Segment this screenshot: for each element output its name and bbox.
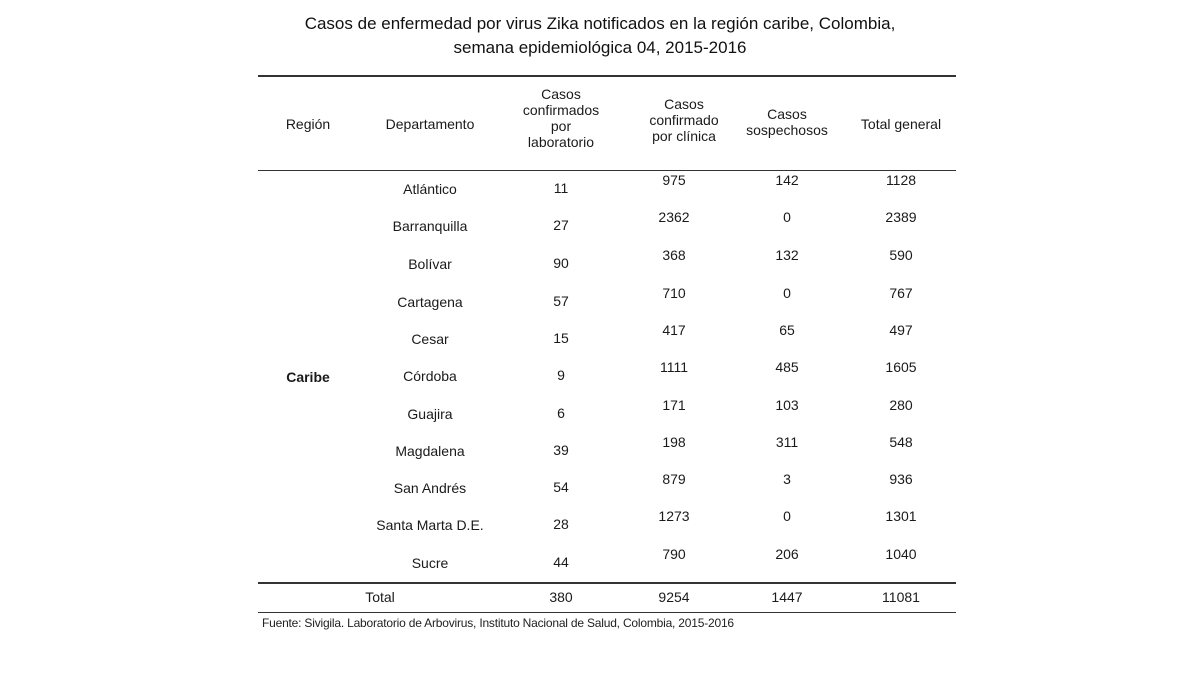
header-region: Región [285,116,331,132]
cell-total: 936 [889,471,913,487]
header-bottom-rule [258,170,956,171]
table-title [0,12,1200,60]
cell-sospechosos: 0 [783,508,791,524]
cell-lab: 11 [553,180,569,196]
cell-clinica: 417 [662,322,686,338]
totals-label: Total [365,589,395,605]
cell-sospechosos: 132 [775,247,799,263]
table-title-line-2: semana epidemiológica 04, 2015-2016 [453,38,747,57]
cell-sospechosos: 311 [775,434,799,450]
cell-total: 590 [889,247,913,263]
cell-clinica: 1273 [658,508,690,524]
cell-sospechosos: 65 [779,322,795,338]
cell-clinica: 975 [662,172,686,188]
cell-lab: 28 [553,516,569,532]
cell-clinica: 1111 [659,359,689,375]
cell-clinica: 171 [662,397,686,413]
cell-departamento: Guajira [407,406,453,422]
cell-clinica: 710 [662,285,686,301]
cell-lab: 39 [553,442,569,458]
header-casos-laboratorio-line: por [550,118,572,134]
cell-departamento: Magdalena [395,443,465,459]
table-top-rule [258,75,956,77]
cell-sospechosos: 3 [783,471,791,487]
cell-total: 767 [889,285,913,301]
cell-departamento: Bolívar [408,256,452,272]
cell-departamento: Cesar [411,331,449,347]
header-casos-laboratorio [502,86,620,150]
cell-lab: 15 [553,330,569,346]
table-title-line-1: Casos de enfermedad por virus Zika notificados en la región caribe, Colombia, [304,14,896,33]
header-casos-sospechosos-line: Casos [767,106,807,122]
header-casos-clinica [624,96,744,144]
table-row [0,285,1200,323]
cell-sospechosos: 485 [775,359,799,375]
header-casos-laboratorio-line: confirmados [522,102,600,118]
cell-clinica: 879 [662,471,686,487]
cell-total: 1605 [885,359,917,375]
header-casos-sospechosos-line: sospechosos [746,122,828,138]
cell-total: 2389 [885,209,917,225]
table-row [0,397,1200,435]
table-row [0,434,1200,472]
cell-total: 1040 [885,546,917,562]
cell-sospechosos: 103 [775,397,799,413]
cell-departamento: San Andrés [393,480,467,496]
header-casos-laboratorio-line: Casos [541,86,581,102]
cell-sospechosos: 142 [775,172,799,188]
header-casos-laboratorio-line: laboratorio [527,134,595,150]
cell-total: 1301 [885,508,917,524]
cell-clinica: 2362 [658,209,690,225]
table-row [0,471,1200,509]
region-caribe: Caribe [286,369,330,385]
header-departamento: Departamento [385,116,475,132]
cell-total: 1128 [885,172,917,188]
cell-departamento: Atlántico [403,181,457,197]
cell-departamento: Barranquilla [392,218,468,234]
table-row [0,359,1200,397]
cell-departamento: Córdoba [403,368,457,384]
cell-sospechosos: 0 [783,285,791,301]
cell-departamento: Cartagena [397,294,463,310]
table-row [0,322,1200,360]
cell-departamento: Santa Marta D.E. [376,517,484,533]
totals-sospechosos: 1447 [771,589,803,605]
cell-total: 280 [889,397,913,413]
cell-lab: 90 [553,255,569,271]
totals-lab: 380 [549,589,573,605]
header-casos-clinica-line: por clínica [652,128,716,144]
header-casos-clinica-line: Casos [664,96,704,112]
cell-lab: 54 [553,479,569,495]
cell-sospechosos: 0 [783,209,791,225]
cell-clinica: 368 [662,247,686,263]
header-casos-sospechosos [728,106,846,138]
cell-departamento: Sucre [411,555,449,571]
cell-clinica: 198 [662,434,686,450]
header-total-general: Total general [860,116,942,132]
header-casos-clinica-line: confirmado [649,112,719,128]
table-row [0,172,1200,210]
table-row [0,209,1200,247]
totals-clinica: 9254 [658,589,690,605]
cell-lab: 6 [557,405,565,421]
table-row [0,508,1200,546]
totals-total-general: 11081 [882,589,920,605]
cell-lab: 27 [553,217,569,233]
table-row [0,247,1200,285]
cell-sospechosos: 206 [775,546,799,562]
source-note: Fuente: Sivigila. Laboratorio de Arbovirus, Instituto Nacional de Salud, Colombia, 2015-2016 [262,616,734,630]
cell-clinica: 790 [662,546,686,562]
table-row [0,546,1200,584]
table-bottom-rule [258,612,956,613]
cell-lab: 57 [553,293,569,309]
cell-lab: 9 [557,367,565,383]
cell-lab: 44 [553,554,569,570]
cell-total: 548 [889,434,913,450]
cell-total: 497 [889,322,913,338]
